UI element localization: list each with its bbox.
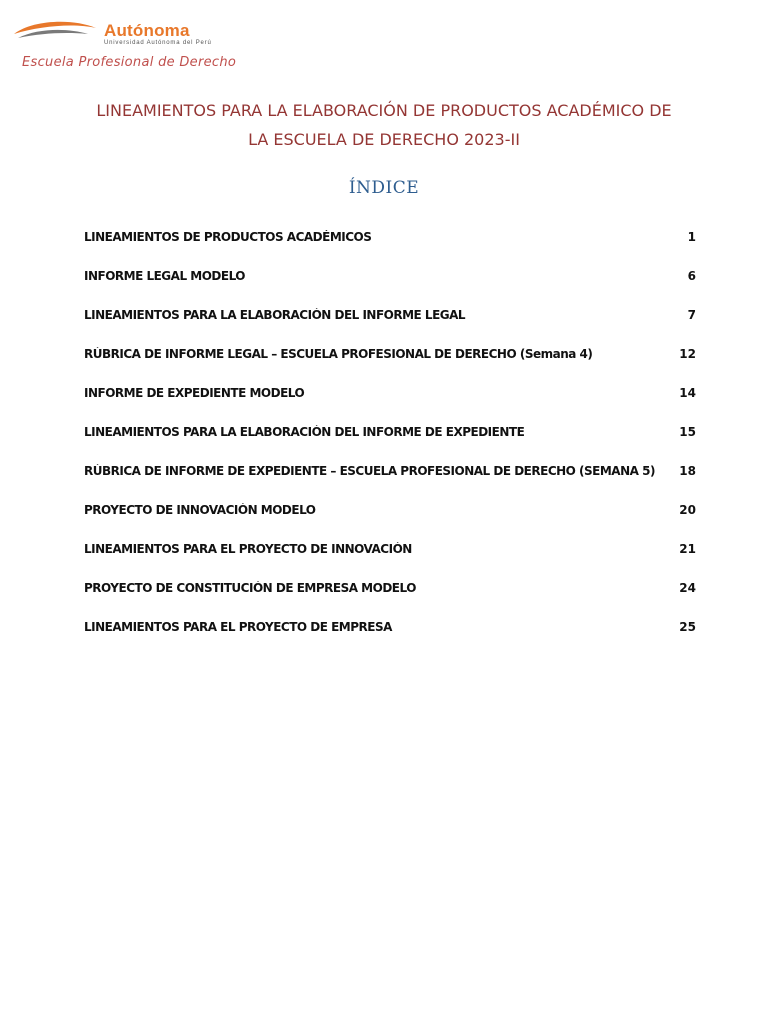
toc-entry-label: INFORME DE EXPEDIENTE MODELO xyxy=(84,386,305,400)
toc-entry-page: 20 xyxy=(679,503,696,517)
toc-entry[interactable] xyxy=(84,503,696,542)
toc-entry-label: LINEAMIENTOS PARA LA ELABORACIÓN DEL INFORME LEGAL xyxy=(84,308,466,322)
document-title xyxy=(60,96,708,154)
toc-entry-page: 6 xyxy=(687,269,696,283)
table-of-contents xyxy=(84,230,696,659)
document-title-line-1: LINEAMIENTOS PARA LA ELABORACIÓN DE PRODUCTOS ACADÉMICO DE xyxy=(96,101,672,120)
index-heading: ÍNDICE xyxy=(348,178,420,198)
toc-entry-page: 18 xyxy=(679,464,696,478)
toc-entry-page: 24 xyxy=(679,581,696,595)
document-title-line-2: LA ESCUELA DE DERECHO 2023-II xyxy=(248,130,520,149)
toc-entry-label: LINEAMIENTOS DE PRODUCTOS ACADÉMICOS xyxy=(84,230,372,244)
toc-entry[interactable] xyxy=(84,581,696,620)
toc-entry-label: PROYECTO DE INNOVACIÓN MODELO xyxy=(84,503,316,517)
university-logo xyxy=(12,18,252,48)
toc-entry[interactable] xyxy=(84,620,696,659)
toc-entry[interactable] xyxy=(84,230,696,269)
school-name: Escuela Profesional de Derecho xyxy=(22,55,237,70)
toc-entry-page: 21 xyxy=(679,542,696,556)
swoosh-logo-icon xyxy=(12,18,102,48)
logo-name: Autónoma xyxy=(104,21,190,40)
toc-entry-label: LINEAMIENTOS PARA EL PROYECTO DE INNOVACIÓN xyxy=(84,542,412,556)
toc-entry[interactable] xyxy=(84,308,696,347)
toc-entry-label: LINEAMIENTOS PARA EL PROYECTO DE EMPRESA xyxy=(84,620,392,634)
toc-entry[interactable] xyxy=(84,386,696,425)
toc-entry-page: 15 xyxy=(679,425,696,439)
logo-subtitle: Universidad Autónoma del Perú xyxy=(104,40,212,46)
toc-entry-page: 25 xyxy=(679,620,696,634)
toc-entry-label: RÚBRICA DE INFORME LEGAL – ESCUELA PROFESIONAL DE DERECHO (Semana 4) xyxy=(84,347,593,361)
toc-entry-page: 14 xyxy=(679,386,696,400)
toc-entry-label: RÚBRICA DE INFORME DE EXPEDIENTE – ESCUELA PROFESIONAL DE DERECHO (SEMANA 5) xyxy=(84,464,655,478)
toc-entry[interactable] xyxy=(84,347,696,386)
toc-entry[interactable] xyxy=(84,425,696,464)
toc-entry-page: 12 xyxy=(679,347,696,361)
toc-entry[interactable] xyxy=(84,542,696,581)
toc-entry[interactable] xyxy=(84,464,696,503)
toc-entry-label: INFORME LEGAL MODELO xyxy=(84,269,245,283)
toc-entry[interactable] xyxy=(84,269,696,308)
toc-entry-label: PROYECTO DE CONSTITUCIÓN DE EMPRESA MODELO xyxy=(84,581,416,595)
toc-entry-page: 1 xyxy=(687,230,696,244)
toc-entry-page: 7 xyxy=(687,308,696,322)
toc-entry-label: LINEAMIENTOS PARA LA ELABORACIÓN DEL INFORME DE EXPEDIENTE xyxy=(84,425,525,439)
